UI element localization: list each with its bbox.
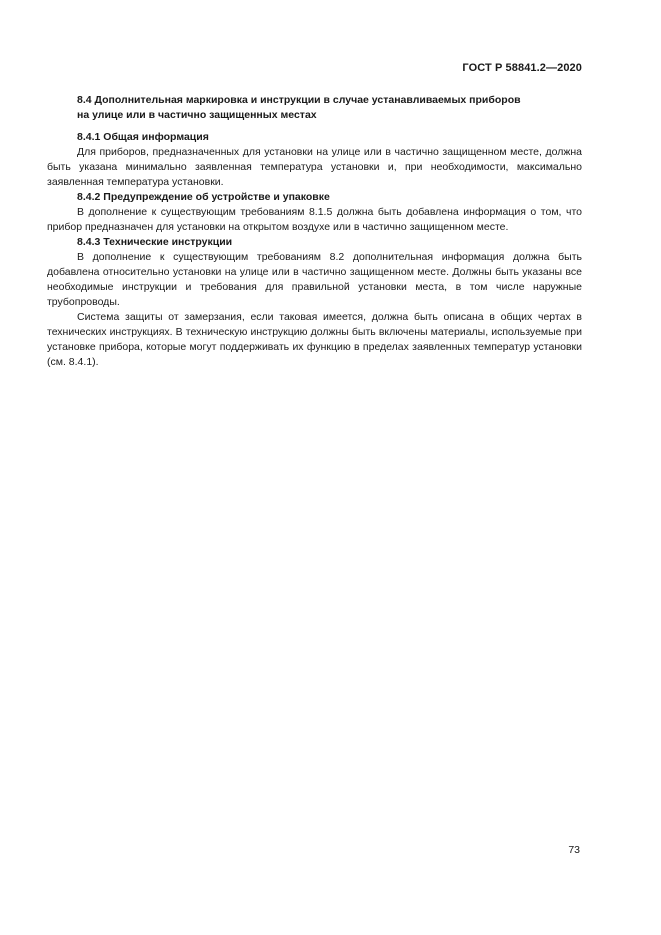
section-8-4-title-line1: 8.4 Дополнительная маркировка и инструкции в случае устанавливаемых приборов <box>77 94 521 106</box>
section-8-4-3-title: 8.4.3 Технические инструкции <box>77 236 233 248</box>
section-8-4-2-paragraph: В дополнение к существующим требованиям 8.1.5 должна быть добавлена информация о том, что прибор предназначен для установки на открытом воздухе или в частично защищенном месте. <box>47 206 582 233</box>
section-8-4-1-title: 8.4.1 Общая информация <box>77 131 209 143</box>
section-8-4-2-title: 8.4.2 Предупреждение об устройстве и упаковке <box>77 191 330 203</box>
document-code: ГОСТ Р 58841.2—2020 <box>462 62 582 74</box>
page-number: 73 <box>568 844 580 856</box>
section-8-4-3-paragraph-2: Система защиты от замерзания, если таковая имеется, должна быть описана в общих чертах в технических инструкциях. В техническую инструкцию должны быть включены материалы, используемые при установке прибора, которые могут поддерживать их функцию в пределах заявленных температур установки (см. 8.4.1). <box>47 311 582 368</box>
page-content <box>47 93 582 370</box>
section-8-4-title-line2: на улице или в частично защищенных местах <box>77 109 317 121</box>
section-8-4-1-paragraph: Для приборов, предназначенных для установки на улице или в частично защищенном месте, должна быть указана минимально заявленная температура установки и, при необходимости, максимально заявленная температура установки. <box>47 146 582 188</box>
section-8-4-3-paragraph-1: В дополнение к существующим требованиям 8.2 дополнительная информация должна быть добавлена относительно установки на улице или в частично защищенном месте. Должны быть указаны все необходимые инструкции и требования для правильной установки места, в том числе наружные трубопроводы. <box>47 251 582 308</box>
